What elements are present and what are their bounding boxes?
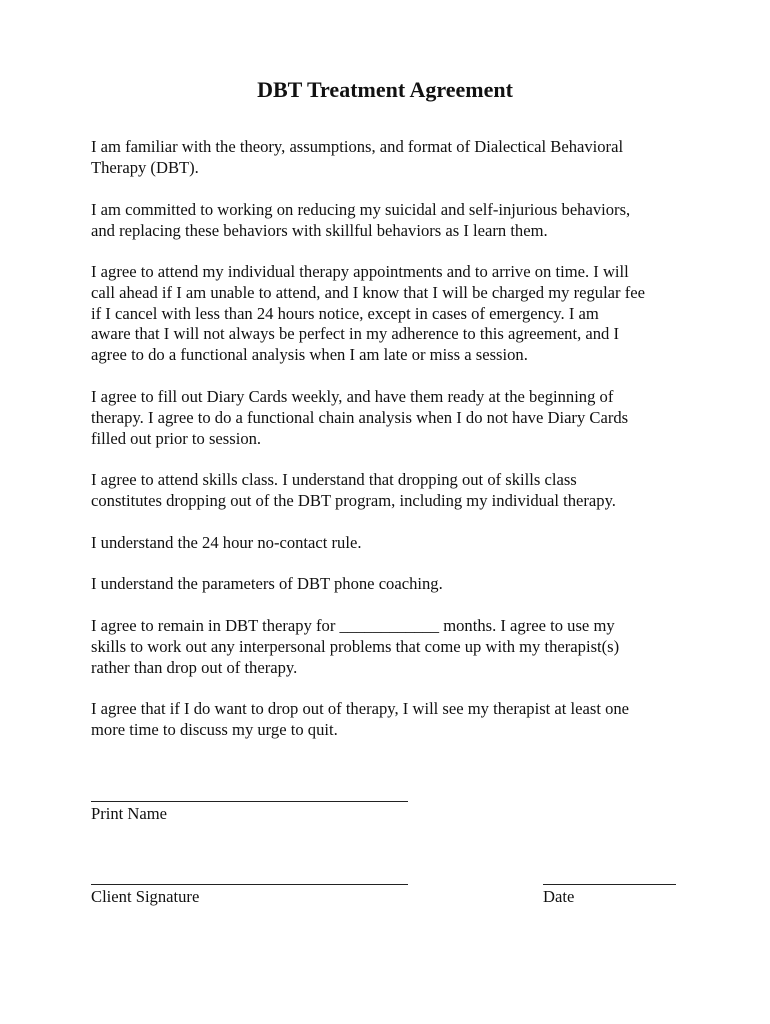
text-line: constitutes dropping out of the DBT program, including my individual therapy. xyxy=(91,490,616,510)
paragraph-no-contact xyxy=(91,533,691,554)
text-line: filled out prior to session. xyxy=(91,428,262,448)
text-line: I agree that if I do want to drop out of therapy, I will see my therapist at least one xyxy=(91,699,630,718)
text-line: more time to discuss my urge to quit. xyxy=(91,719,338,739)
paragraph-attendance xyxy=(91,262,691,366)
text-line: therapy. I agree to do a functional chain analysis when I do not have Diary Cards xyxy=(91,407,629,427)
date-line[interactable] xyxy=(543,884,676,885)
client-signature-line[interactable] xyxy=(91,884,408,885)
paragraph-diary-cards xyxy=(91,387,691,449)
text-line: I agree to remain in DBT therapy for ____________ months. I agree to use my xyxy=(91,616,615,635)
text-line: aware that I will not always be perfect in my adherence to this agreement, and I xyxy=(91,324,620,344)
text-line: if I cancel with less than 24 hours notice, except in cases of emergency. I am xyxy=(91,303,599,323)
text-line: and replacing these behaviors with skillful behaviors as I learn them. xyxy=(91,220,548,240)
text-line: I agree to attend my individual therapy appointments and to arrive on time. I will xyxy=(91,262,629,281)
document-title: DBT Treatment Agreement xyxy=(257,77,513,102)
print-name-label: Print Name xyxy=(91,804,168,823)
paragraph-theory xyxy=(91,137,691,179)
paragraph-duration xyxy=(91,616,691,678)
date-label: Date xyxy=(543,887,575,906)
client-signature-label: Client Signature xyxy=(91,887,200,906)
text-line: I understand the 24 hour no-contact rule. xyxy=(91,533,362,552)
text-line: I am committed to working on reducing my suicidal and self-injurious behaviors, xyxy=(91,200,631,219)
text-line: call ahead if I am unable to attend, and I know that I will be charged my regular fee xyxy=(91,282,645,302)
text-line: skills to work out any interpersonal problems that come up with my therapist(s) xyxy=(91,636,620,656)
text-line: agree to do a functional analysis when I am late or miss a session. xyxy=(91,345,528,365)
paragraph-drop-out xyxy=(91,699,691,741)
paragraph-phone-coaching xyxy=(91,574,691,595)
text-line: I am familiar with the theory, assumptions, and format of Dialectical Behavioral xyxy=(91,137,624,156)
paragraph-skills-class xyxy=(91,470,691,512)
text-line: I understand the parameters of DBT phone coaching. xyxy=(91,574,443,593)
text-line: I agree to attend skills class. I understand that dropping out of skills class xyxy=(91,470,577,489)
paragraph-commitment xyxy=(91,200,691,242)
print-name-line[interactable] xyxy=(91,801,408,802)
text-line: I agree to fill out Diary Cards weekly, and have them ready at the beginning of xyxy=(91,387,614,406)
text-line: rather than drop out of therapy. xyxy=(91,657,298,677)
text-line: Therapy (DBT). xyxy=(91,157,199,177)
